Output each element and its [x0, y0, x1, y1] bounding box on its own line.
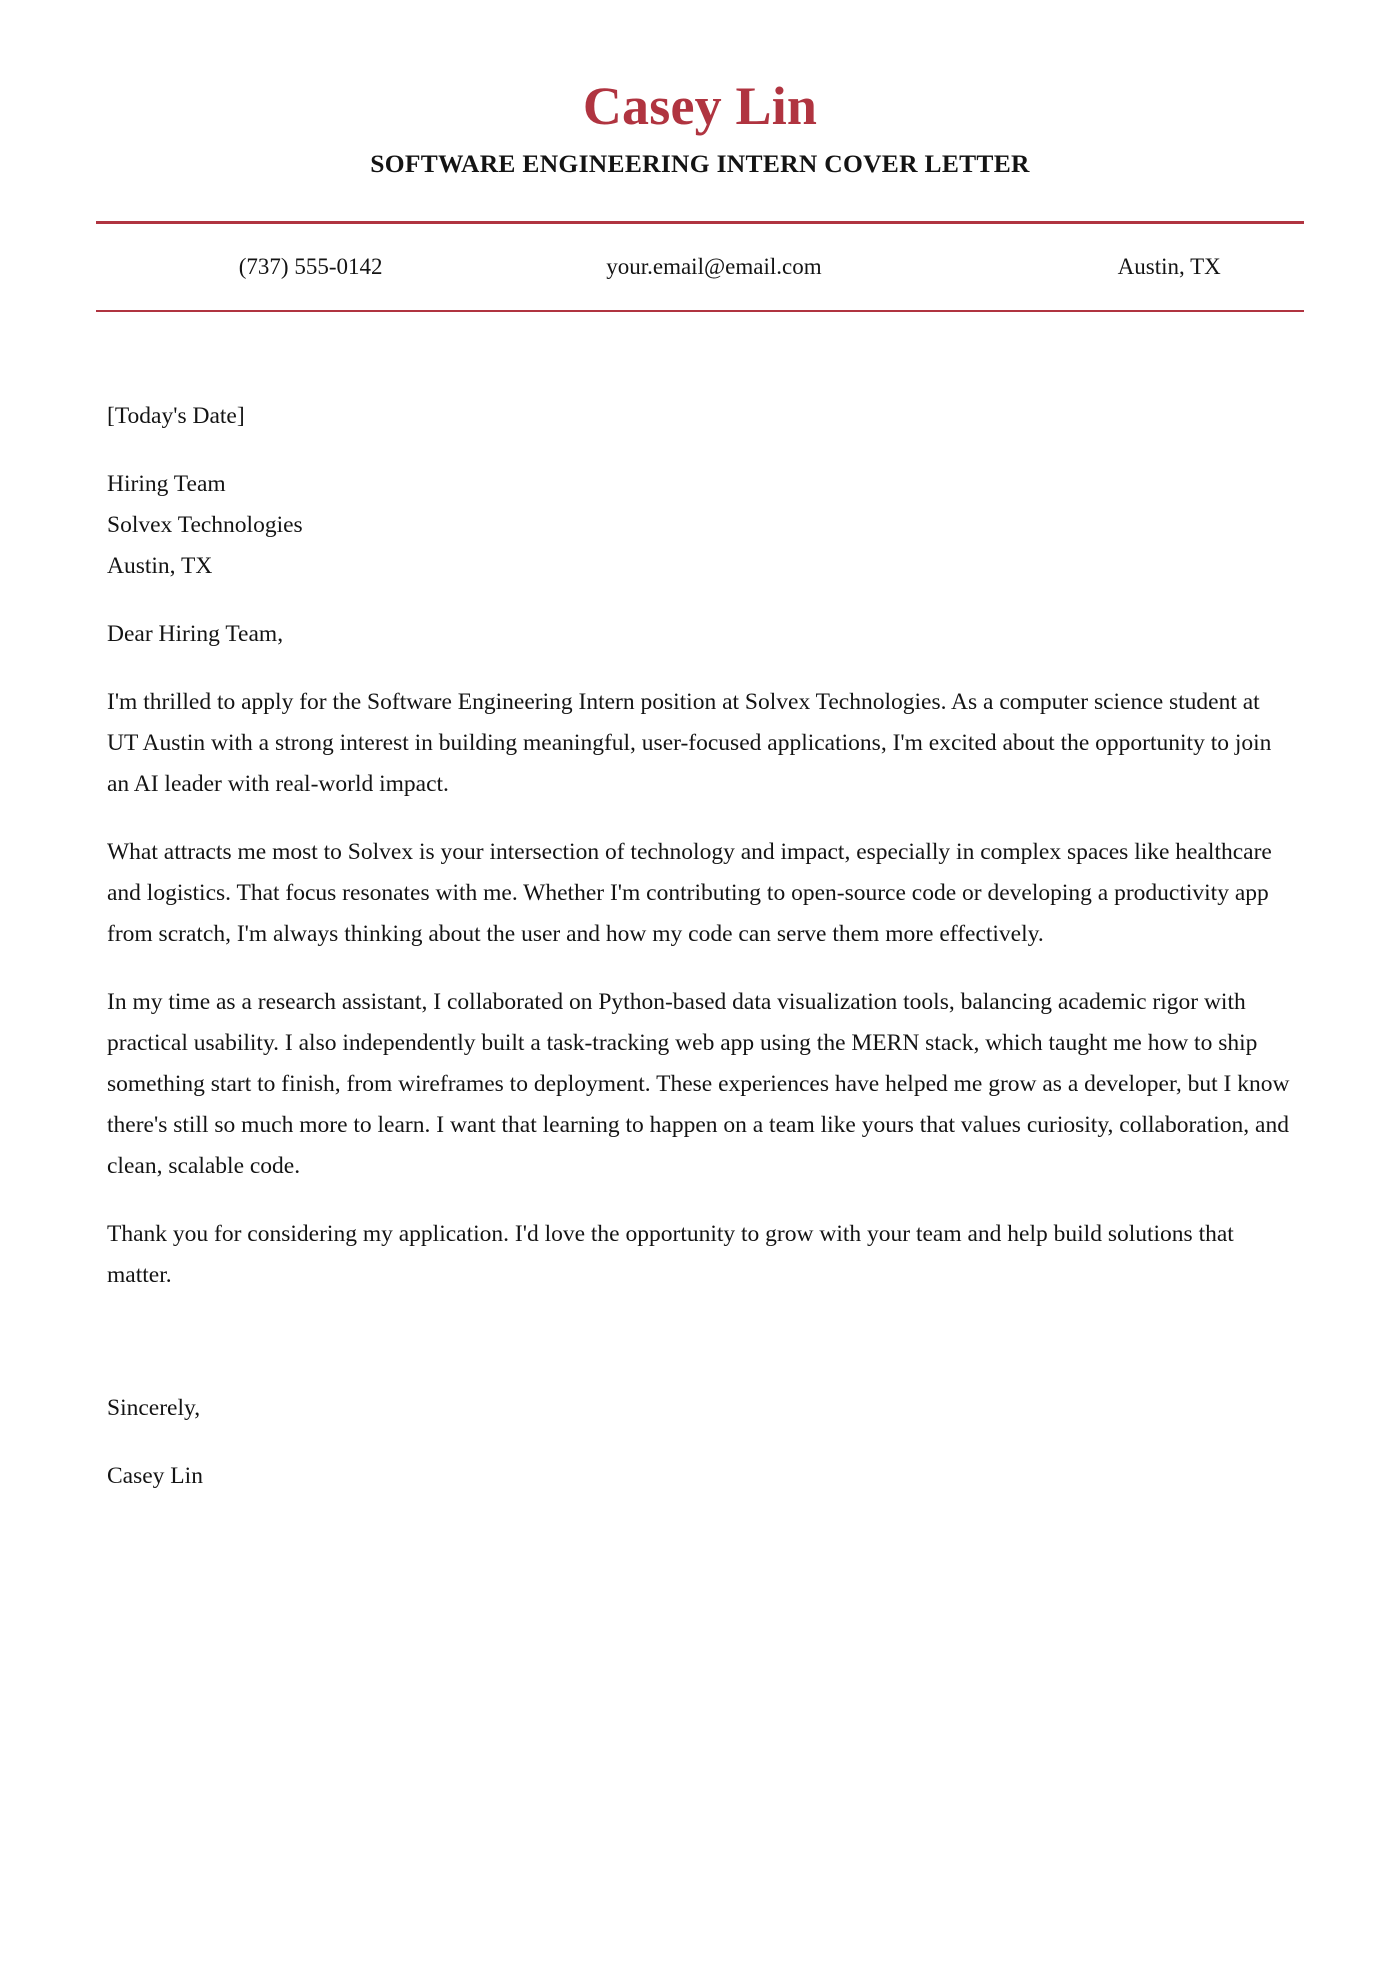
header-divider-bottom [96, 310, 1304, 312]
closing-salutation: Sincerely, [107, 1395, 201, 1422]
recipient-company: Solvex Technologies [107, 512, 303, 539]
contact-email: your.email@email.com [606, 253, 822, 279]
letter-date: [Today's Date] [107, 403, 245, 430]
salutation: Dear Hiring Team, [107, 621, 284, 648]
candidate-name: Casey Lin [582, 76, 818, 136]
recipient-city: Austin, TX [107, 553, 213, 580]
signature-name: Casey Lin [107, 1463, 203, 1490]
recipient-block [107, 464, 1295, 587]
letter-body [95, 396, 1305, 1497]
body-paragraph-3: In my time as a research assistant, I collaborated on Python-based data visualization tools, balancing academic rigor with practical usability. I also independently built a task-tracking web app using the MERN stack, which taught me how to ship something start to finish, from wireframes to deployment. These experiences have helped me grow as a developer, but I know there's still so much more to learn. I want that learning to happen on a team like yours that values curiosity, collaboration, and clean, scalable code. [107, 989, 1290, 1180]
closing-block [107, 1388, 1295, 1497]
contact-row [95, 224, 1305, 310]
body-paragraph-2: What attracts me most to Solvex is your intersection of technology and impact, especially in complex spaces like healthcare and logistics. That focus resonates with me. Whether I'm contributing to open-source code or developing a productivity app from scratch, I'm always thinking about the user and how my code can serve them more effectively. [107, 839, 1272, 948]
contact-phone: (737) 555-0142 [238, 253, 383, 279]
contact-location: Austin, TX [1117, 253, 1221, 279]
body-paragraph-1: I'm thrilled to apply for the Software Engineering Intern position at Solvex Technologies. As a computer science student at UT Austin with a strong interest in building meaningful, user-focused applications, I'm excited about the opportunity to join an AI leader with real-world impact. [107, 689, 1272, 798]
document-subtitle: SOFTWARE ENGINEERING INTERN COVER LETTER [370, 148, 1030, 178]
recipient-team: Hiring Team [107, 471, 226, 498]
body-paragraph-4: Thank you for considering my application. I'd love the opportunity to grow with your team and help build solutions that matter. [107, 1221, 1234, 1289]
page-content [95, 0, 1305, 1497]
letter-header [95, 78, 1305, 179]
